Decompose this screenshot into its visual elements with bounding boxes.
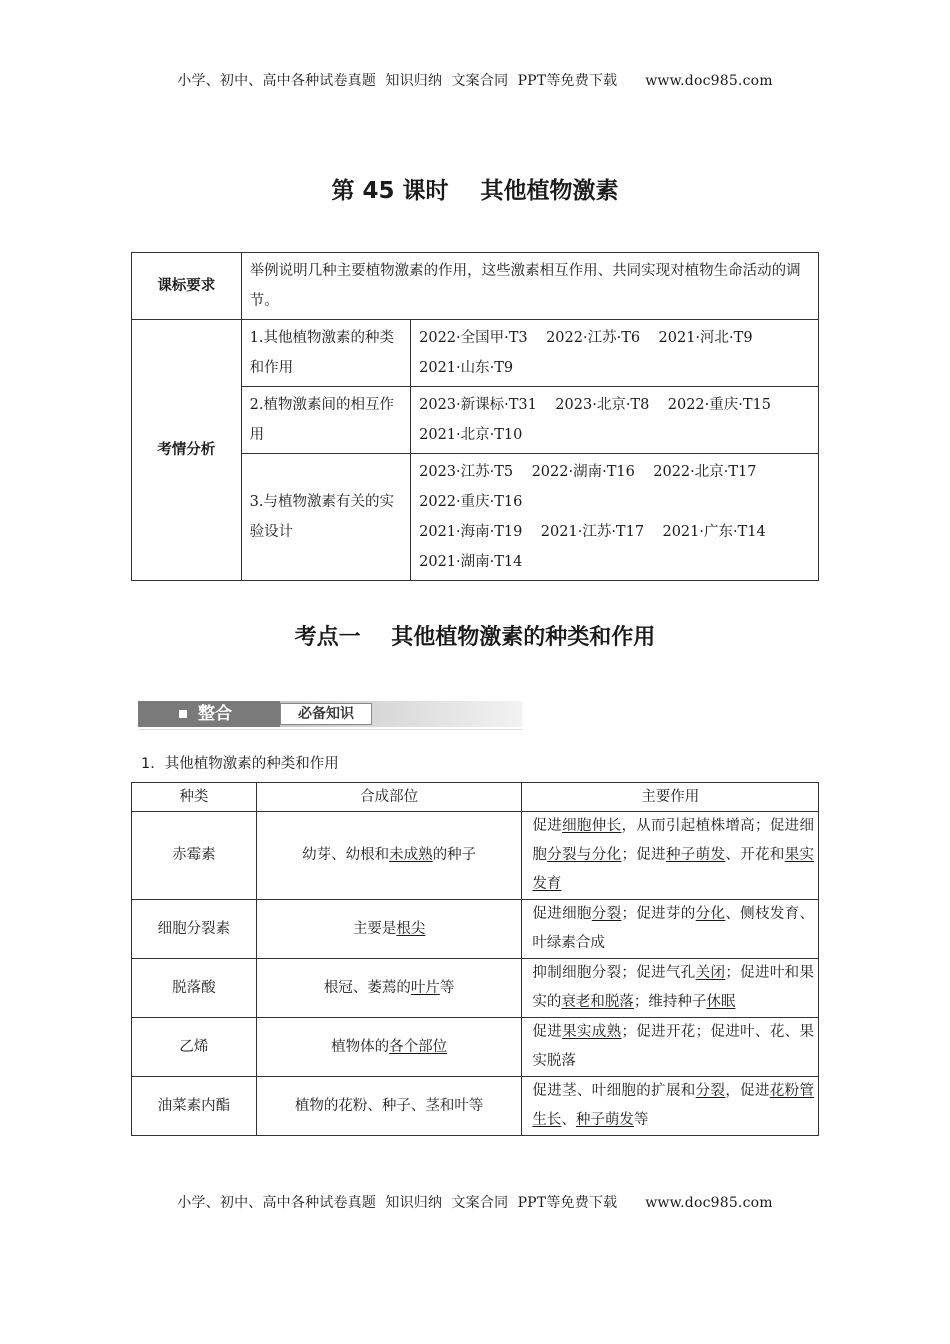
text-segment: 等 [439,979,455,996]
text-segment: ；促进芽的 [621,906,696,922]
page-header: 小学、初中、高中各种试卷真题 知识归纳 文案合同 PPT等免费下载 www.doc985.com [177,73,773,89]
text-segment: 、开花和 [725,847,785,863]
main-effect [522,1018,819,1077]
underlined-keyword: 果实成熟 [562,1024,622,1040]
analysis-row [132,320,819,387]
topic-name: 1.其他植物激素的种类和作用 [241,320,410,387]
curriculum-row [132,253,819,320]
banner-tag: 必备知识 [280,703,372,725]
curriculum-text: 举例说明几种主要植物激素的作用，这些激素相互作用、共同实现对植物生命活动的调节。 [241,253,818,320]
underlined-keyword: 叶片 [410,979,440,996]
cite-line: 2021·山东·T9 [419,360,514,376]
main-effect [522,812,819,900]
text-segment: ；维持种子 [633,994,707,1010]
hormone-kind: 脱落酸 [132,959,257,1018]
text-segment: 的种子 [432,847,477,863]
underlined-keyword: 分裂 [695,1083,726,1099]
subheading: 1．其他植物激素的种类和作用 [141,756,339,772]
underlined-keyword: 关闭 [695,965,726,981]
header-cell: 种类 [132,783,257,812]
synthesis-site [256,959,522,1018]
main-effect [522,959,819,1018]
table-row [132,812,819,900]
text-segment: 、侧枝发育、叶绿素合成 [532,906,815,951]
underlined-keyword: 未成熟 [389,847,433,863]
hormone-table-body [132,783,819,1136]
cite-line: 2023·新课标·T31 2023·北京·T8 2022·重庆·T15 [419,397,771,413]
topic-cites [411,454,819,581]
synthesis-site [256,1077,522,1136]
analysis-label: 考情分析 [132,320,242,581]
text-segment: ，从而引起植株增高；促进细胞 [532,818,815,863]
underlined-keyword: 分化 [695,906,726,922]
text-segment: 植物体的 [331,1038,390,1055]
underlined-keyword: 种子萌发 [575,1112,634,1128]
text-segment: 抑制细胞分裂；促进气孔 [532,965,696,981]
topic-cites [411,387,819,454]
underlined-keyword: 果实发育 [532,847,815,892]
page-title: 第 45 课时 其他植物激素 [331,178,619,204]
main-effect [522,900,819,959]
page-footer: 小学、初中、高中各种试卷真题 知识归纳 文案合同 PPT等免费下载 www.doc985.com [177,1195,773,1211]
text-segment: 、 [561,1112,576,1128]
square-bullet-icon [179,710,187,718]
text-segment: 促进 [532,818,563,834]
table-header-row [132,783,819,812]
underlined-keyword: 分裂 [591,906,622,922]
underlined-keyword: 根尖 [396,920,426,937]
requirements-table [131,252,819,581]
banner-main-label: 整合 [198,704,232,724]
curriculum-label: 课标要求 [132,253,242,320]
cite-line: 2021·北京·T10 [419,427,523,443]
synthesis-site [256,812,522,900]
text-segment: ；促进叶和果实的 [532,965,815,1010]
text-segment: ，促进 [725,1083,770,1099]
text-segment: ；促进 [621,847,666,863]
text-segment: ；促进开花；促进叶、花、果实脱落 [532,1024,815,1069]
topic-cites [411,320,819,387]
text-segment: 促进茎、叶细胞的扩展和 [532,1083,696,1099]
cite-line: 2021·湖南·T14 [419,554,523,570]
synthesis-site [256,1018,522,1077]
topic-name: 2.植物激素间的相互作用 [241,387,410,454]
hormone-table [131,782,819,1136]
section-title: 考点一 其他植物激素的种类和作用 [294,625,656,650]
cite-line: 2022·重庆·T16 [419,494,523,510]
text-segment: 等 [633,1112,649,1128]
underlined-keyword: 种子萌发 [665,847,726,863]
hormone-kind: 赤霉素 [132,812,257,900]
section-banner [138,701,522,731]
table-row [132,959,819,1018]
underlined-keyword: 细胞伸长 [562,818,622,834]
hormone-kind: 油菜素内酯 [132,1077,257,1136]
underlined-keyword: 休眠 [706,994,736,1010]
synthesis-site [256,900,522,959]
banner-divider [138,729,522,730]
hormone-kind: 乙烯 [132,1018,257,1077]
text-segment: 根冠、萎蔫的 [323,979,411,996]
table-row [132,1077,819,1136]
topic-name: 3.与植物激素有关的实验设计 [241,454,410,581]
header-cell: 主要作用 [522,783,819,812]
table-row [132,1018,819,1077]
text-segment: 促进 [532,1024,563,1040]
main-effect [522,1077,819,1136]
underlined-keyword: 各个部位 [389,1038,448,1055]
header-cell: 合成部位 [256,783,522,812]
cite-line: 2022·全国甲·T3 2022·江苏·T6 2021·河北·T9 [419,330,753,346]
table-row [132,900,819,959]
text-segment: 主要是 [352,920,397,937]
cite-line: 2023·江苏·T5 2022·湖南·T16 2022·北京·T17 [419,464,757,480]
underlined-keyword: 花粉管生长 [532,1083,815,1128]
text-segment: 促进细胞 [532,906,592,922]
text-segment: 植物的花粉、种子、茎和叶等 [294,1097,484,1114]
text-segment: 幼芽、幼根和 [302,847,390,863]
underlined-keyword: 衰老和脱落 [561,994,634,1010]
underlined-keyword: 分裂与分化 [547,847,622,863]
hormone-kind: 细胞分裂素 [132,900,257,959]
cite-line: 2021·海南·T19 2021·江苏·T17 2021·广东·T14 [419,524,766,540]
